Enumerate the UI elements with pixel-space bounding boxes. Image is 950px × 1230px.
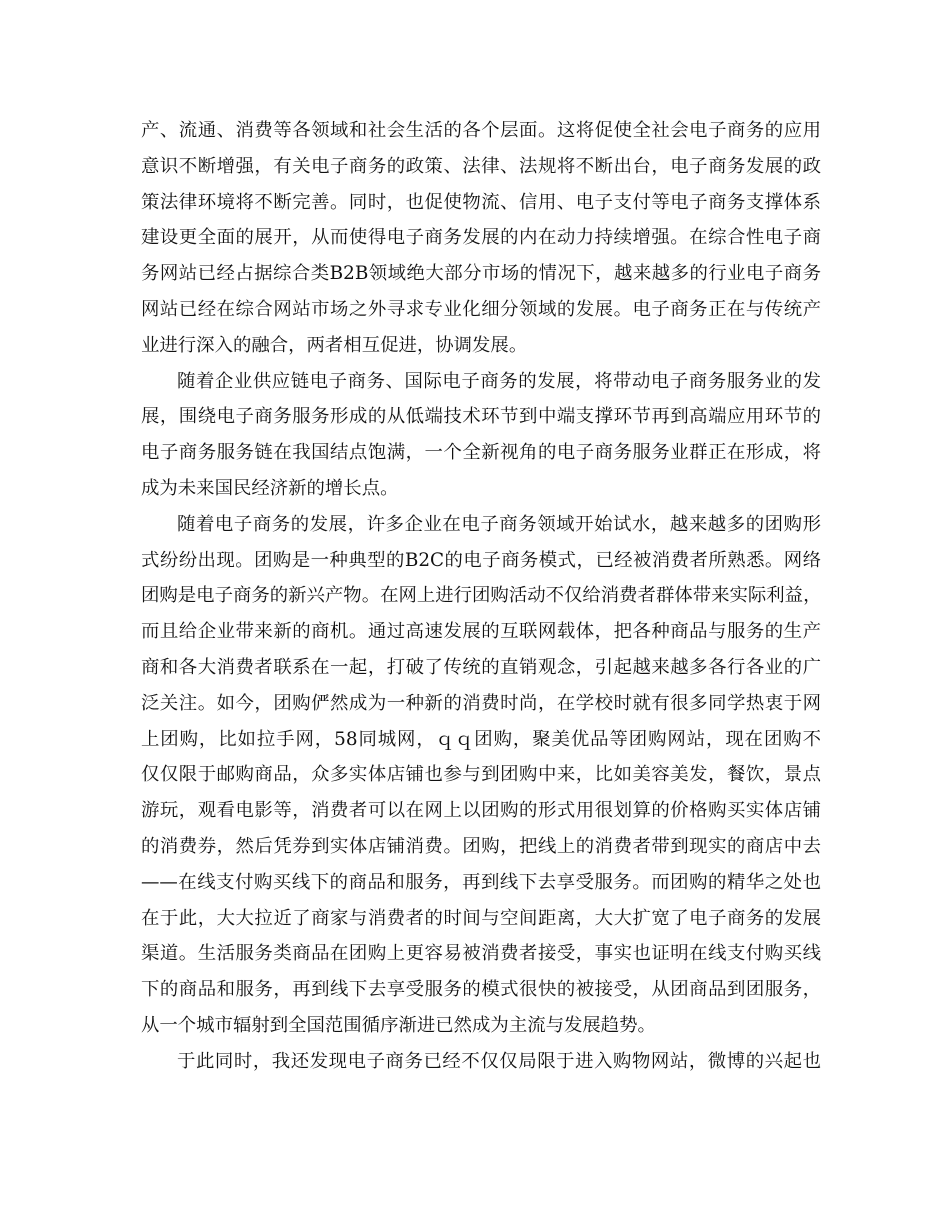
text-line: 意识不断增强，有关电子商务的政策、法律、法规将不断出台，电子商务发展的政 — [141, 155, 821, 177]
text-line: 随着企业供应链电子商务、国际电子商务的发展，将带动电子商务服务业的发 — [177, 370, 821, 392]
text-line: 泛关注。如今，团购俨然成为一种新的消费时尚，在学校时就有很多同学热衷于网 — [141, 692, 821, 714]
text-line: 随着电子商务的发展，许多企业在电子商务领域开始试水，越来越多的团购形 — [177, 513, 821, 535]
text-line: 下的商品和服务，再到线下去享受服务的模式很快的被接受，从团商品到团服务， — [141, 979, 821, 1001]
text-line: 产、流通、消费等各领域和社会生活的各个层面。这将促使全社会电子商务的应用 — [141, 120, 821, 141]
text-line: 业进行深入的融合，两者相互促进，协调发展。 — [141, 334, 528, 356]
text-line: 网站已经在综合网站市场之外寻求专业化细分领域的发展。电子商务正在与传统产 — [141, 298, 821, 320]
text-line: 电子商务服务链在我国结点饱满，一个全新视角的电子商务服务业群正在形成，将 — [141, 442, 821, 464]
text-line: 渠道。生活服务类商品在团购上更容易被消费者接受，事实也证明在线支付购买线 — [141, 943, 821, 965]
text-line: ——在线支付购买线下的商品和服务，再到线下去享受服务。而团购的精华之处也 — [141, 871, 821, 893]
text-line: 成为未来国民经济新的增长点。 — [141, 477, 399, 499]
paragraph-3 — [141, 507, 821, 1044]
paragraph-2 — [141, 364, 821, 507]
document-body — [141, 113, 821, 1080]
text-line: 务网站已经占据综合类B2B领域绝大部分市场的情况下，越来越多的行业电子商务 — [141, 263, 821, 285]
text-line: 于此同时，我还发现电子商务已经不仅仅局限于进入购物网站，微博的兴起也 — [177, 1050, 821, 1072]
text-line: 团购是电子商务的新兴产物。在网上进行团购活动不仅给消费者群体带来实际利益， — [141, 585, 821, 607]
text-line: 展，围绕电子商务服务形成的从低端技术环节到中端支撑环节再到高端应用环节的 — [141, 406, 821, 428]
text-line: 而且给企业带来新的商机。通过高速发展的互联网载体，把各种商品与服务的生产 — [141, 621, 821, 643]
text-line: 在于此，大大拉近了商家与消费者的时间与空间距离，大大扩宽了电子商务的发展 — [141, 907, 821, 929]
text-line: 建设更全面的展开，从而使得电子商务发展的内在动力持续增强。在综合性电子商 — [141, 227, 821, 249]
text-line: 上团购，比如拉手网，58同城网，ｑｑ团购，聚美优品等团购网站，现在团购不 — [141, 728, 821, 750]
text-line: 从一个城市辐射到全国范围循序渐进已然成为主流与发展趋势。 — [141, 1014, 656, 1036]
text-line: 式纷纷出现。团购是一种典型的B2C的电子商务模式，已经被消费者所熟悉。网络 — [141, 549, 821, 571]
text-line: 商和各大消费者联系在一起，打破了传统的直销观念，引起越来越多各行各业的广 — [141, 656, 821, 678]
text-line: 的消费券，然后凭券到实体店铺消费。团购，把线上的消费者带到现实的商店中去 — [141, 835, 821, 857]
paragraph-4 — [141, 1044, 821, 1080]
text-line: 策法律环境将不断完善。同时，也促使物流、信用、电子支付等电子商务支撑体系 — [141, 191, 821, 213]
text-line: 游玩，观看电影等，消费者可以在网上以团购的形式用很划算的价格购买实体店铺 — [141, 800, 821, 822]
paragraph-1 — [141, 113, 821, 364]
text-line: 仅仅限于邮购商品，众多实体店铺也参与到团购中来，比如美容美发，餐饮，景点 — [141, 764, 821, 786]
